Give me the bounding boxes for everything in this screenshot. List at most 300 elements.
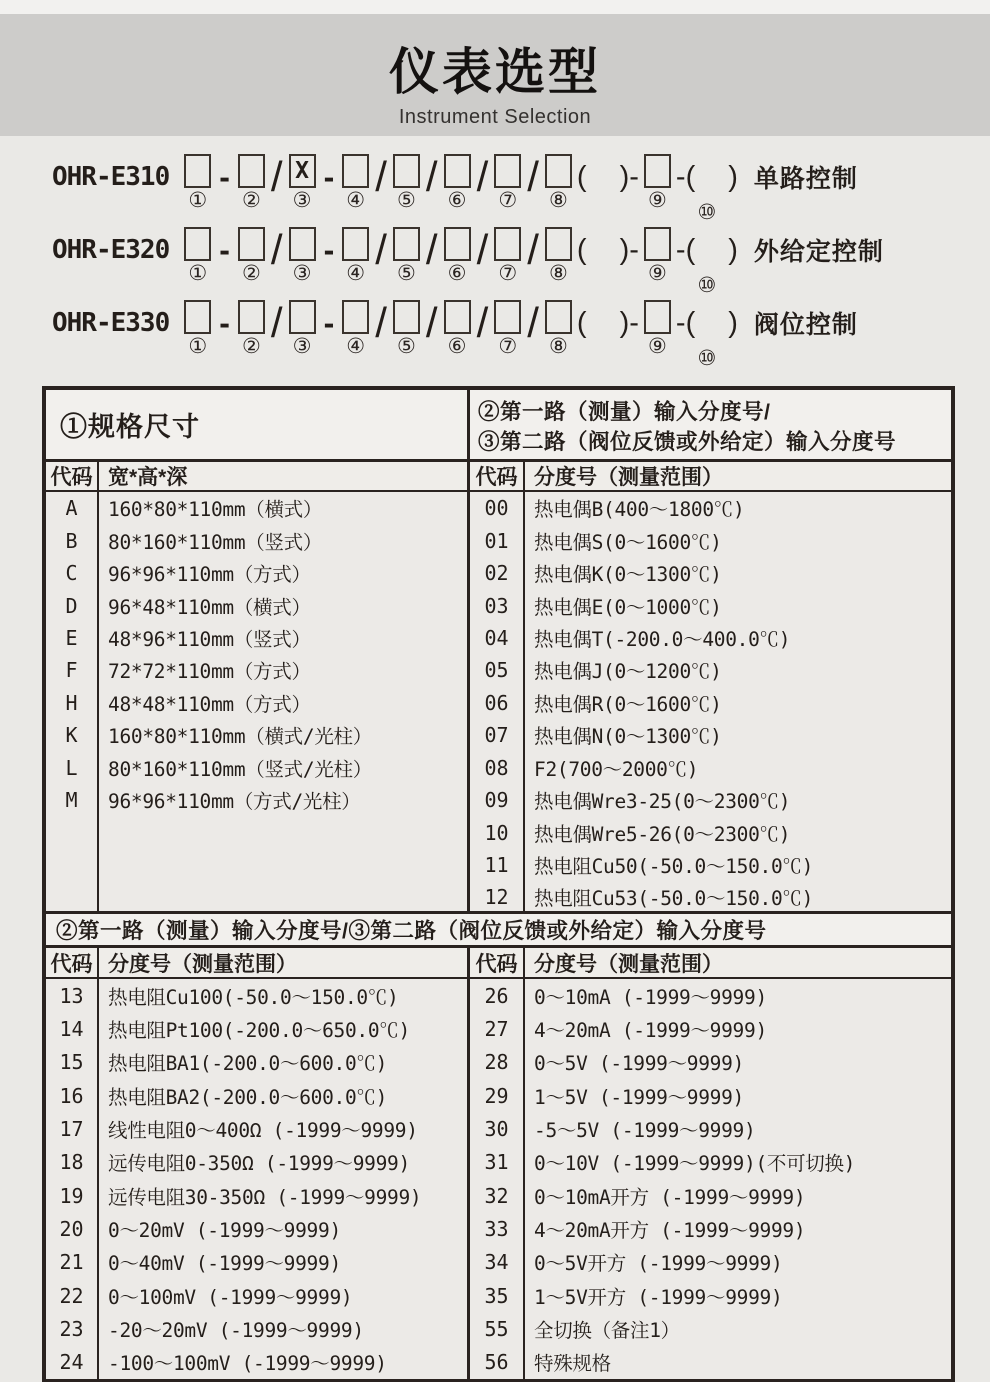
code-separator xyxy=(216,227,233,297)
table-row xyxy=(470,719,951,751)
code-separator xyxy=(270,154,284,224)
size-column-header: 宽*高*深 xyxy=(108,466,188,489)
table-row xyxy=(46,1279,467,1312)
range-cell: -20～20mV (-1999～9999) xyxy=(108,1318,364,1342)
code-separator xyxy=(577,227,639,297)
circled-number: ① xyxy=(188,262,208,285)
range-cell: 0～10mA开方 (-1999～9999) xyxy=(534,1185,806,1209)
code-cell: 23 xyxy=(46,1312,99,1345)
paren-group: ( )- xyxy=(576,160,639,193)
code-cell: 34 xyxy=(470,1246,525,1279)
code-slot xyxy=(184,227,211,285)
code-slot xyxy=(238,227,265,285)
code-cell: 07 xyxy=(470,719,525,751)
code-column-header: 代码 xyxy=(470,462,525,490)
circled-number: ⑤ xyxy=(396,189,416,212)
page-title: 仪表选型 xyxy=(389,44,601,100)
code-slot xyxy=(342,300,369,358)
option-box xyxy=(342,300,369,334)
empty-filler xyxy=(46,816,467,911)
table-row xyxy=(46,622,467,654)
circled-number: ③ xyxy=(292,335,312,358)
option-box xyxy=(494,300,521,334)
code-cell xyxy=(46,816,99,911)
table-row xyxy=(470,1046,951,1079)
circled-number: ④ xyxy=(346,189,366,212)
range-cell: 热电偶T(-200.0～400.0℃) xyxy=(534,627,791,651)
code-separator xyxy=(526,227,540,297)
circled-number: ⑥ xyxy=(447,262,467,285)
range-cell: 160*80*110mm（横式） xyxy=(108,498,323,522)
table-row xyxy=(470,1346,951,1379)
option-box xyxy=(393,227,420,261)
code-separator xyxy=(425,227,439,297)
range-cell: 160*80*110mm（横式/光柱） xyxy=(108,725,372,749)
model-prefix-unit xyxy=(52,300,179,370)
option-box xyxy=(289,300,316,334)
section2-header: ②第一路（测量）输入分度号/③第二路（阀位反馈或外给定）输入分度号 xyxy=(46,914,951,948)
option-box xyxy=(644,154,671,188)
code-cell: 29 xyxy=(470,1079,525,1112)
table-row xyxy=(470,492,951,524)
table-row xyxy=(470,1246,951,1279)
code-slot xyxy=(644,300,671,358)
model-code-section xyxy=(0,136,990,370)
table-row xyxy=(46,719,467,751)
range-cell: 0～100mV (-1999～9999) xyxy=(108,1285,353,1309)
option-box: X xyxy=(289,154,316,188)
code-slot xyxy=(644,154,671,212)
code-slot xyxy=(342,227,369,285)
circled-number: ④ xyxy=(346,262,366,285)
option-box xyxy=(494,154,521,188)
range-cell: 96*96*110mm（方式/光柱） xyxy=(108,790,361,814)
model-prefix-unit xyxy=(52,154,179,224)
slash-separator: / xyxy=(270,299,283,346)
table-row xyxy=(46,654,467,686)
code-separator xyxy=(476,154,490,224)
division-table-26-56 xyxy=(470,979,951,1379)
code-separator xyxy=(476,300,490,370)
range-column-header: 分度号（测量范围） xyxy=(108,952,297,976)
circled-number: ② xyxy=(241,189,261,212)
table-row xyxy=(46,1012,467,1045)
code-cell: 08 xyxy=(470,752,525,784)
table-row xyxy=(470,557,951,589)
table-row xyxy=(470,1312,951,1345)
selection-table xyxy=(42,386,955,1382)
circled-number: ④ xyxy=(346,335,366,358)
range-cell: 80*160*110mm（竖式/光柱） xyxy=(108,757,372,781)
code-separator xyxy=(676,300,738,370)
circled-number: ⑥ xyxy=(447,189,467,212)
slash-separator: / xyxy=(425,153,438,200)
option-box xyxy=(393,154,420,188)
table-row xyxy=(46,1246,467,1279)
section1-header-row xyxy=(46,390,951,462)
table-row xyxy=(470,687,951,719)
code-slot xyxy=(184,300,211,358)
circled-number: ⑩ xyxy=(697,201,717,224)
table-row xyxy=(470,1079,951,1112)
code-cell: 55 xyxy=(470,1312,525,1345)
range-cell: 热电偶Wre5-26(0～2300℃) xyxy=(534,822,791,846)
table-row xyxy=(46,784,467,816)
table-row xyxy=(46,752,467,784)
slash-separator: / xyxy=(527,299,539,346)
section1-column-header-row xyxy=(46,462,951,492)
option-box xyxy=(545,154,572,188)
code-slot xyxy=(444,227,471,285)
division-column-headers-left xyxy=(46,948,470,977)
range-cell: 1～5V (-1999～9999) xyxy=(534,1085,745,1109)
range-cell: 热电偶K(0～1300℃) xyxy=(534,563,722,587)
code-separator xyxy=(526,154,540,224)
code-slot xyxy=(444,154,471,212)
code-separator xyxy=(577,154,639,224)
code-separator xyxy=(270,227,284,297)
dash-separator: - xyxy=(323,304,335,341)
circled-number: ⑩ xyxy=(697,274,717,297)
model-prefix-unit xyxy=(52,227,179,297)
circled-number: ⑧ xyxy=(548,189,568,212)
division-table-00-12 xyxy=(470,492,951,911)
code-slot xyxy=(545,300,572,358)
range-cell: 4～20mA (-1999～9999) xyxy=(534,1018,767,1042)
slash-separator: / xyxy=(375,226,387,273)
table-row xyxy=(46,687,467,719)
model-name: OHR-E320 xyxy=(52,235,170,265)
circled-number: ⑤ xyxy=(396,335,416,358)
code-cell: K xyxy=(46,719,99,751)
table-row xyxy=(470,1012,951,1045)
slash-separator: / xyxy=(375,153,387,200)
model-code-line xyxy=(50,227,990,297)
circled-number: ⑨ xyxy=(647,189,667,212)
slash-separator: / xyxy=(527,153,539,200)
input-division-header-line2: ③第二路（阀位反馈或外给定）输入分度号 xyxy=(478,430,897,455)
range-cell: 热电偶E(0～1000℃) xyxy=(534,595,722,619)
range-cell: 远传电阻0-350Ω (-1999～9999) xyxy=(108,1152,410,1176)
division-column-headers-right xyxy=(470,948,951,977)
slash-separator: / xyxy=(270,226,283,273)
code-cell: 14 xyxy=(46,1012,99,1045)
code-separator xyxy=(321,227,338,297)
code-separator xyxy=(270,300,284,370)
code-cell: E xyxy=(46,622,99,654)
option-box xyxy=(238,154,265,188)
circled-number: ③ xyxy=(292,189,312,212)
code-slot xyxy=(545,227,572,285)
table-row xyxy=(470,654,951,686)
model-code-line xyxy=(50,154,990,224)
option-box xyxy=(184,227,211,261)
control-type-label: 外给定控制 xyxy=(753,238,884,266)
option-box xyxy=(444,154,471,188)
code-cell: 26 xyxy=(470,979,525,1012)
code-cell: L xyxy=(46,752,99,784)
range-cell: -5～5V (-1999～9999) xyxy=(534,1118,756,1142)
code-column-header: 代码 xyxy=(46,948,99,977)
code-cell: 03 xyxy=(470,589,525,621)
option-box xyxy=(393,300,420,334)
input-division-header xyxy=(470,390,951,459)
paren-group: -( ) xyxy=(675,160,738,193)
code-cell: 09 xyxy=(470,784,525,816)
circled-number: ⑧ xyxy=(548,262,568,285)
option-box xyxy=(342,154,369,188)
table-row xyxy=(46,1146,467,1179)
code-slot xyxy=(393,227,420,285)
range-cell: 0～20mV (-1999～9999) xyxy=(108,1218,341,1242)
code-slot xyxy=(393,154,420,212)
code-cell: 18 xyxy=(46,1146,99,1179)
code-cell: D xyxy=(46,589,99,621)
option-box xyxy=(545,227,572,261)
code-cell: 02 xyxy=(470,557,525,589)
control-label-unit xyxy=(742,300,858,370)
table-row xyxy=(470,1179,951,1212)
range-cell: 0～40mV (-1999～9999) xyxy=(108,1252,341,1276)
range-column-header: 分度号（测量范围） xyxy=(534,952,723,976)
code-separator xyxy=(374,154,388,224)
circled-number: ⑦ xyxy=(498,262,518,285)
code-cell: 00 xyxy=(470,492,525,524)
code-cell: 10 xyxy=(470,816,525,848)
table-row xyxy=(46,492,467,524)
code-separator xyxy=(425,154,439,224)
range-cell: 0～5V开方 (-1999～9999) xyxy=(534,1252,783,1276)
section2-body xyxy=(46,979,951,1379)
control-label-unit xyxy=(742,227,884,297)
range-cell: 热电偶S(0～1600℃) xyxy=(534,530,722,554)
range-cell: 4～20mA开方 (-1999～9999) xyxy=(534,1218,806,1242)
code-slot xyxy=(494,300,521,358)
code-slot xyxy=(494,227,521,285)
range-cell: 96*48*110mm（横式） xyxy=(108,595,311,619)
size-table xyxy=(46,492,470,911)
range-cell: 48*96*110mm（竖式） xyxy=(108,627,311,651)
code-cell: 17 xyxy=(46,1112,99,1145)
range-cell: 0～5V (-1999～9999) xyxy=(534,1052,745,1076)
code-separator xyxy=(577,300,639,370)
table-row xyxy=(470,1112,951,1145)
range-cell: 热电阻Pt100(-200.0～650.0℃) xyxy=(108,1018,410,1042)
dash-separator: - xyxy=(219,304,230,341)
range-cell: F2(700～2000℃) xyxy=(534,757,699,781)
circled-number: ⑩ xyxy=(697,347,717,370)
circled-number: ① xyxy=(188,335,208,358)
model-code-line xyxy=(50,300,990,370)
code-slot xyxy=(393,300,420,358)
range-cell: 热电阻BA1(-200.0～600.0℃) xyxy=(108,1052,388,1076)
paren-group: ( )- xyxy=(576,233,639,266)
code-cell: M xyxy=(46,784,99,816)
range-cell: 0～10V (-1999～9999)(不可切换) xyxy=(534,1152,856,1176)
range-cell: 96*96*110mm（方式） xyxy=(108,563,311,587)
code-cell: 32 xyxy=(470,1179,525,1212)
range-cell: 热电阻Cu50(-50.0～150.0℃) xyxy=(534,855,814,879)
control-label-unit xyxy=(742,154,858,224)
table-row xyxy=(470,784,951,816)
table-row xyxy=(470,1146,951,1179)
input-division-header-line1: ②第一路（测量）输入分度号/ xyxy=(478,400,771,424)
circled-number: ⑤ xyxy=(396,262,416,285)
option-box xyxy=(342,227,369,261)
slash-separator: / xyxy=(425,299,438,346)
model-name: OHR-E330 xyxy=(52,308,170,338)
table-row xyxy=(470,622,951,654)
option-box xyxy=(444,227,471,261)
option-box xyxy=(545,300,572,334)
range-cell: 热电阻Cu100(-50.0～150.0℃) xyxy=(108,985,399,1009)
size-column-headers xyxy=(46,462,470,490)
circled-number: ⑥ xyxy=(447,335,467,358)
section1-body xyxy=(46,492,951,914)
range-cell: 热电偶Wre3-25(0～2300℃) xyxy=(534,790,791,814)
paren-group: -( ) xyxy=(675,306,738,339)
option-box xyxy=(289,227,316,261)
code-separator xyxy=(476,227,490,297)
code-slot xyxy=(342,154,369,212)
option-box xyxy=(494,227,521,261)
table-row xyxy=(46,557,467,589)
code-separator xyxy=(216,154,233,224)
code-slot xyxy=(494,154,521,212)
dash-separator: - xyxy=(323,231,335,268)
table-row xyxy=(470,849,951,881)
option-box xyxy=(238,227,265,261)
range-cell: 48*48*110mm（方式） xyxy=(108,692,311,716)
code-slot xyxy=(444,300,471,358)
code-separator xyxy=(216,300,233,370)
slash-separator: / xyxy=(476,153,489,200)
code-slot xyxy=(289,227,316,285)
code-slot xyxy=(644,227,671,285)
table-row xyxy=(470,1279,951,1312)
table-row xyxy=(470,752,951,784)
table-row xyxy=(470,881,951,913)
circled-number: ② xyxy=(241,335,261,358)
slash-separator: / xyxy=(527,226,539,273)
code-cell: 30 xyxy=(470,1112,525,1145)
circled-number: ⑦ xyxy=(498,335,518,358)
table-row xyxy=(46,524,467,556)
code-slot xyxy=(289,300,316,358)
table-row xyxy=(470,589,951,621)
table-row xyxy=(470,1212,951,1245)
table-row xyxy=(46,979,467,1012)
range-cell: 80*160*110mm（竖式） xyxy=(108,530,323,554)
code-cell: 19 xyxy=(46,1179,99,1212)
code-separator xyxy=(321,154,338,224)
option-box xyxy=(444,300,471,334)
option-box xyxy=(238,300,265,334)
dash-separator: - xyxy=(323,158,335,195)
range-cell: 热电阻BA2(-200.0～600.0℃) xyxy=(108,1085,388,1109)
circled-number: ⑨ xyxy=(647,262,667,285)
code-cell: 12 xyxy=(470,881,525,913)
table-row xyxy=(470,979,951,1012)
code-slot xyxy=(289,154,316,212)
range-cell: 远传电阻30-350Ω (-1999～9999) xyxy=(108,1185,422,1209)
range-cell: 1～5V开方 (-1999～9999) xyxy=(534,1285,783,1309)
code-cell: 21 xyxy=(46,1246,99,1279)
code-cell: F xyxy=(46,654,99,686)
code-separator xyxy=(374,300,388,370)
range-cell: 全切换（备注1） xyxy=(534,1318,680,1342)
range-column-headers xyxy=(470,462,951,490)
code-separator xyxy=(374,227,388,297)
dash-separator: - xyxy=(219,158,230,195)
slash-separator: / xyxy=(375,299,387,346)
code-cell: 33 xyxy=(470,1212,525,1245)
paren-group: ( )- xyxy=(576,306,639,339)
range-cell: 线性电阻0～400Ω (-1999～9999) xyxy=(108,1118,418,1142)
circled-number: ⑦ xyxy=(498,189,518,212)
code-cell: 20 xyxy=(46,1212,99,1245)
code-separator xyxy=(526,300,540,370)
paren-group: -( ) xyxy=(675,233,738,266)
range-cell xyxy=(99,816,467,911)
code-cell: A xyxy=(46,492,99,524)
code-cell: 28 xyxy=(470,1046,525,1079)
range-cell: 特殊规格 xyxy=(534,1352,611,1376)
code-cell: 24 xyxy=(46,1346,99,1379)
table-row xyxy=(46,1179,467,1212)
circled-number: ③ xyxy=(292,262,312,285)
table-row xyxy=(46,1212,467,1245)
code-cell: 11 xyxy=(470,849,525,881)
code-cell: H xyxy=(46,687,99,719)
control-type-label: 阀位控制 xyxy=(753,311,858,339)
code-cell: 13 xyxy=(46,979,99,1012)
code-cell: 06 xyxy=(470,687,525,719)
code-cell: B xyxy=(46,524,99,556)
code-cell: 56 xyxy=(470,1346,525,1379)
table-row xyxy=(470,816,951,848)
division-table-13-24 xyxy=(46,979,470,1379)
table-row xyxy=(46,1346,467,1379)
range-cell: 热电偶R(0～1600℃) xyxy=(534,692,722,716)
spec-size-header: ①规格尺寸 xyxy=(46,390,470,459)
slash-separator: / xyxy=(270,153,283,200)
code-slot xyxy=(238,154,265,212)
table-row xyxy=(46,1112,467,1145)
code-cell: 05 xyxy=(470,654,525,686)
code-separator xyxy=(676,227,738,297)
range-cell: 热电偶J(0～1200℃) xyxy=(534,660,722,684)
code-separator xyxy=(425,300,439,370)
slash-separator: / xyxy=(476,299,489,346)
code-cell: 35 xyxy=(470,1279,525,1312)
section2-column-header-row xyxy=(46,948,951,979)
code-slot xyxy=(545,154,572,212)
option-box xyxy=(184,154,211,188)
range-cell: -100～100mV (-1999～9999) xyxy=(108,1352,387,1376)
circled-number: ② xyxy=(241,262,261,285)
code-slot xyxy=(238,300,265,358)
table-row xyxy=(470,524,951,556)
code-cell: 16 xyxy=(46,1079,99,1112)
slash-separator: / xyxy=(476,226,489,273)
circled-number: ⑨ xyxy=(647,335,667,358)
code-cell: 22 xyxy=(46,1279,99,1312)
top-margin-strip xyxy=(0,0,990,14)
code-cell: 27 xyxy=(470,1012,525,1045)
range-cell: 热电偶B(400～1800℃) xyxy=(534,498,745,522)
code-separator xyxy=(676,154,738,224)
